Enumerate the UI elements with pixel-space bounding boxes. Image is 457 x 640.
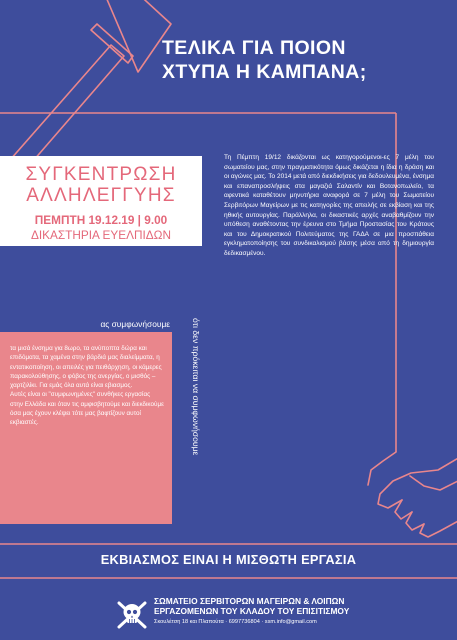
rally-title-line-2: ΑΛΛΗΛΕΓΓΥΗΣ [26,185,176,206]
union-name-line-2: ΕΡΓΑΖΟΜΕΝΩΝ ΤΟΥ ΚΛΑΔΟΥ ΤΟΥ ΕΠΙΣΙΤΙΣΜΟΥ [154,605,350,616]
pink-text-box [0,332,172,524]
rally-title-line-1: ΣΥΓΚΕΝΤΡΩΣΗ [25,164,177,185]
rally-title [0,164,202,206]
skull-icon [114,597,150,631]
union-name [154,597,376,616]
rally-info-box [0,156,202,246]
pink-paragraph-2: Αυτές είναι οι "συμφωνημένες" συνθήκες εργασίας στην Ελλάδα και όταν τις αμφισβητούμε και διεκδικούμε όσα μας έχουν κλέψει τότε μας βαφτίζουν αυτοί εκβιαστές. [10,391,164,427]
pink-text [10,344,164,428]
slogan: ΕΚΒΙΑΣΜΟΣ ΕΙΝΑΙ Η ΜΙΣΘΩΤΗ ΕΡΓΑΣΙΑ [100,552,357,567]
page-title [162,36,452,84]
title-line-2: ΧΤΥΠΑ Η ΚΑΜΠΑΝΑ; [162,61,367,83]
union-contact: Σκουλέτση 18 και Πλαπούτα · 6997736804 · ssm.info@gmail.com [154,619,317,625]
title-line-1: ΤΕΛΙΚΑ ΓΙΑ ΠΟΙΟΝ [162,37,346,59]
rally-location: ΔΙΚΑΣΤΗΡΙΑ ΕΥΕΛΠΙΔΩΝ [30,228,172,242]
vertical-text: ότι δεν πρόκειται να συμφωνήσουμε [191,318,201,456]
pink-paragraph-1: τα μισά ένσημα για 8ωρο, τα ανύποπτα δώρα και επιδόματα, τα χαμένα στην βάρδιά μας διαλείμματα, η εντατικοποίηση, οι απειλές για πειθάρχηση, οι κάμερες παρακολούθησης, ο φόβος της ανεργίας, ο μισθός – χαρτζιλίκι. Για εμάς όλα αυτά είναι εβιασμος. [10,345,162,390]
main-text: Τη Πέμπτη 19/12 δικάζονται ως κατηγορούμενοι-ες 7 μέλη του σωματείου μας, στην πραγματικότητα όμως δικάζεται η ίδια η δράση και οι αγώνες μας. Το 2014 μετά από διεκδικήσεις για δεδουλευμένα, ένσημα και επαναπροσλήψεις στα μαγαζιά Σαλαντίν και Βοτανοπωλείο, τα αφεντικά καταθέτουν μηνυτήρια αναφορά σε 7 μέλη του Σωματείου Σερβιτόρων Μαγείρων με τις κατηγορίες της απειλής σε εκβίαση και της ηθικής αυτουργίας. Παράλληλα, οι δικαστικές αρχές αναβαθμίζουν την υπόθεση αναθέτοντας την έρευνα στο Τμήμα Προστασίας του Κράτους και του Δημοκρατικού Πολιτεύματος της ΓΑΔΑ σε μια προσπάθεια εγκληματοποίησης του συνδικαλισμού βάσης μέσα από τη δημιουργία δεδικασμένου. [224,154,434,257]
handshake-icon [368,452,457,537]
union-name-line-1: ΣΩΜΑΤΕΙΟ ΣΕΡΒΙΤΟΡΩΝ ΜΑΓΕΙΡΩΝ & ΛΟΙΠΩΝ [154,596,345,606]
rally-date-time: ΠΕΜΠΤΗ 19.12.19 | 9.00 [34,213,168,227]
union-footer [114,597,376,635]
agree-label: ας συμφωνήσουμε [100,319,170,329]
